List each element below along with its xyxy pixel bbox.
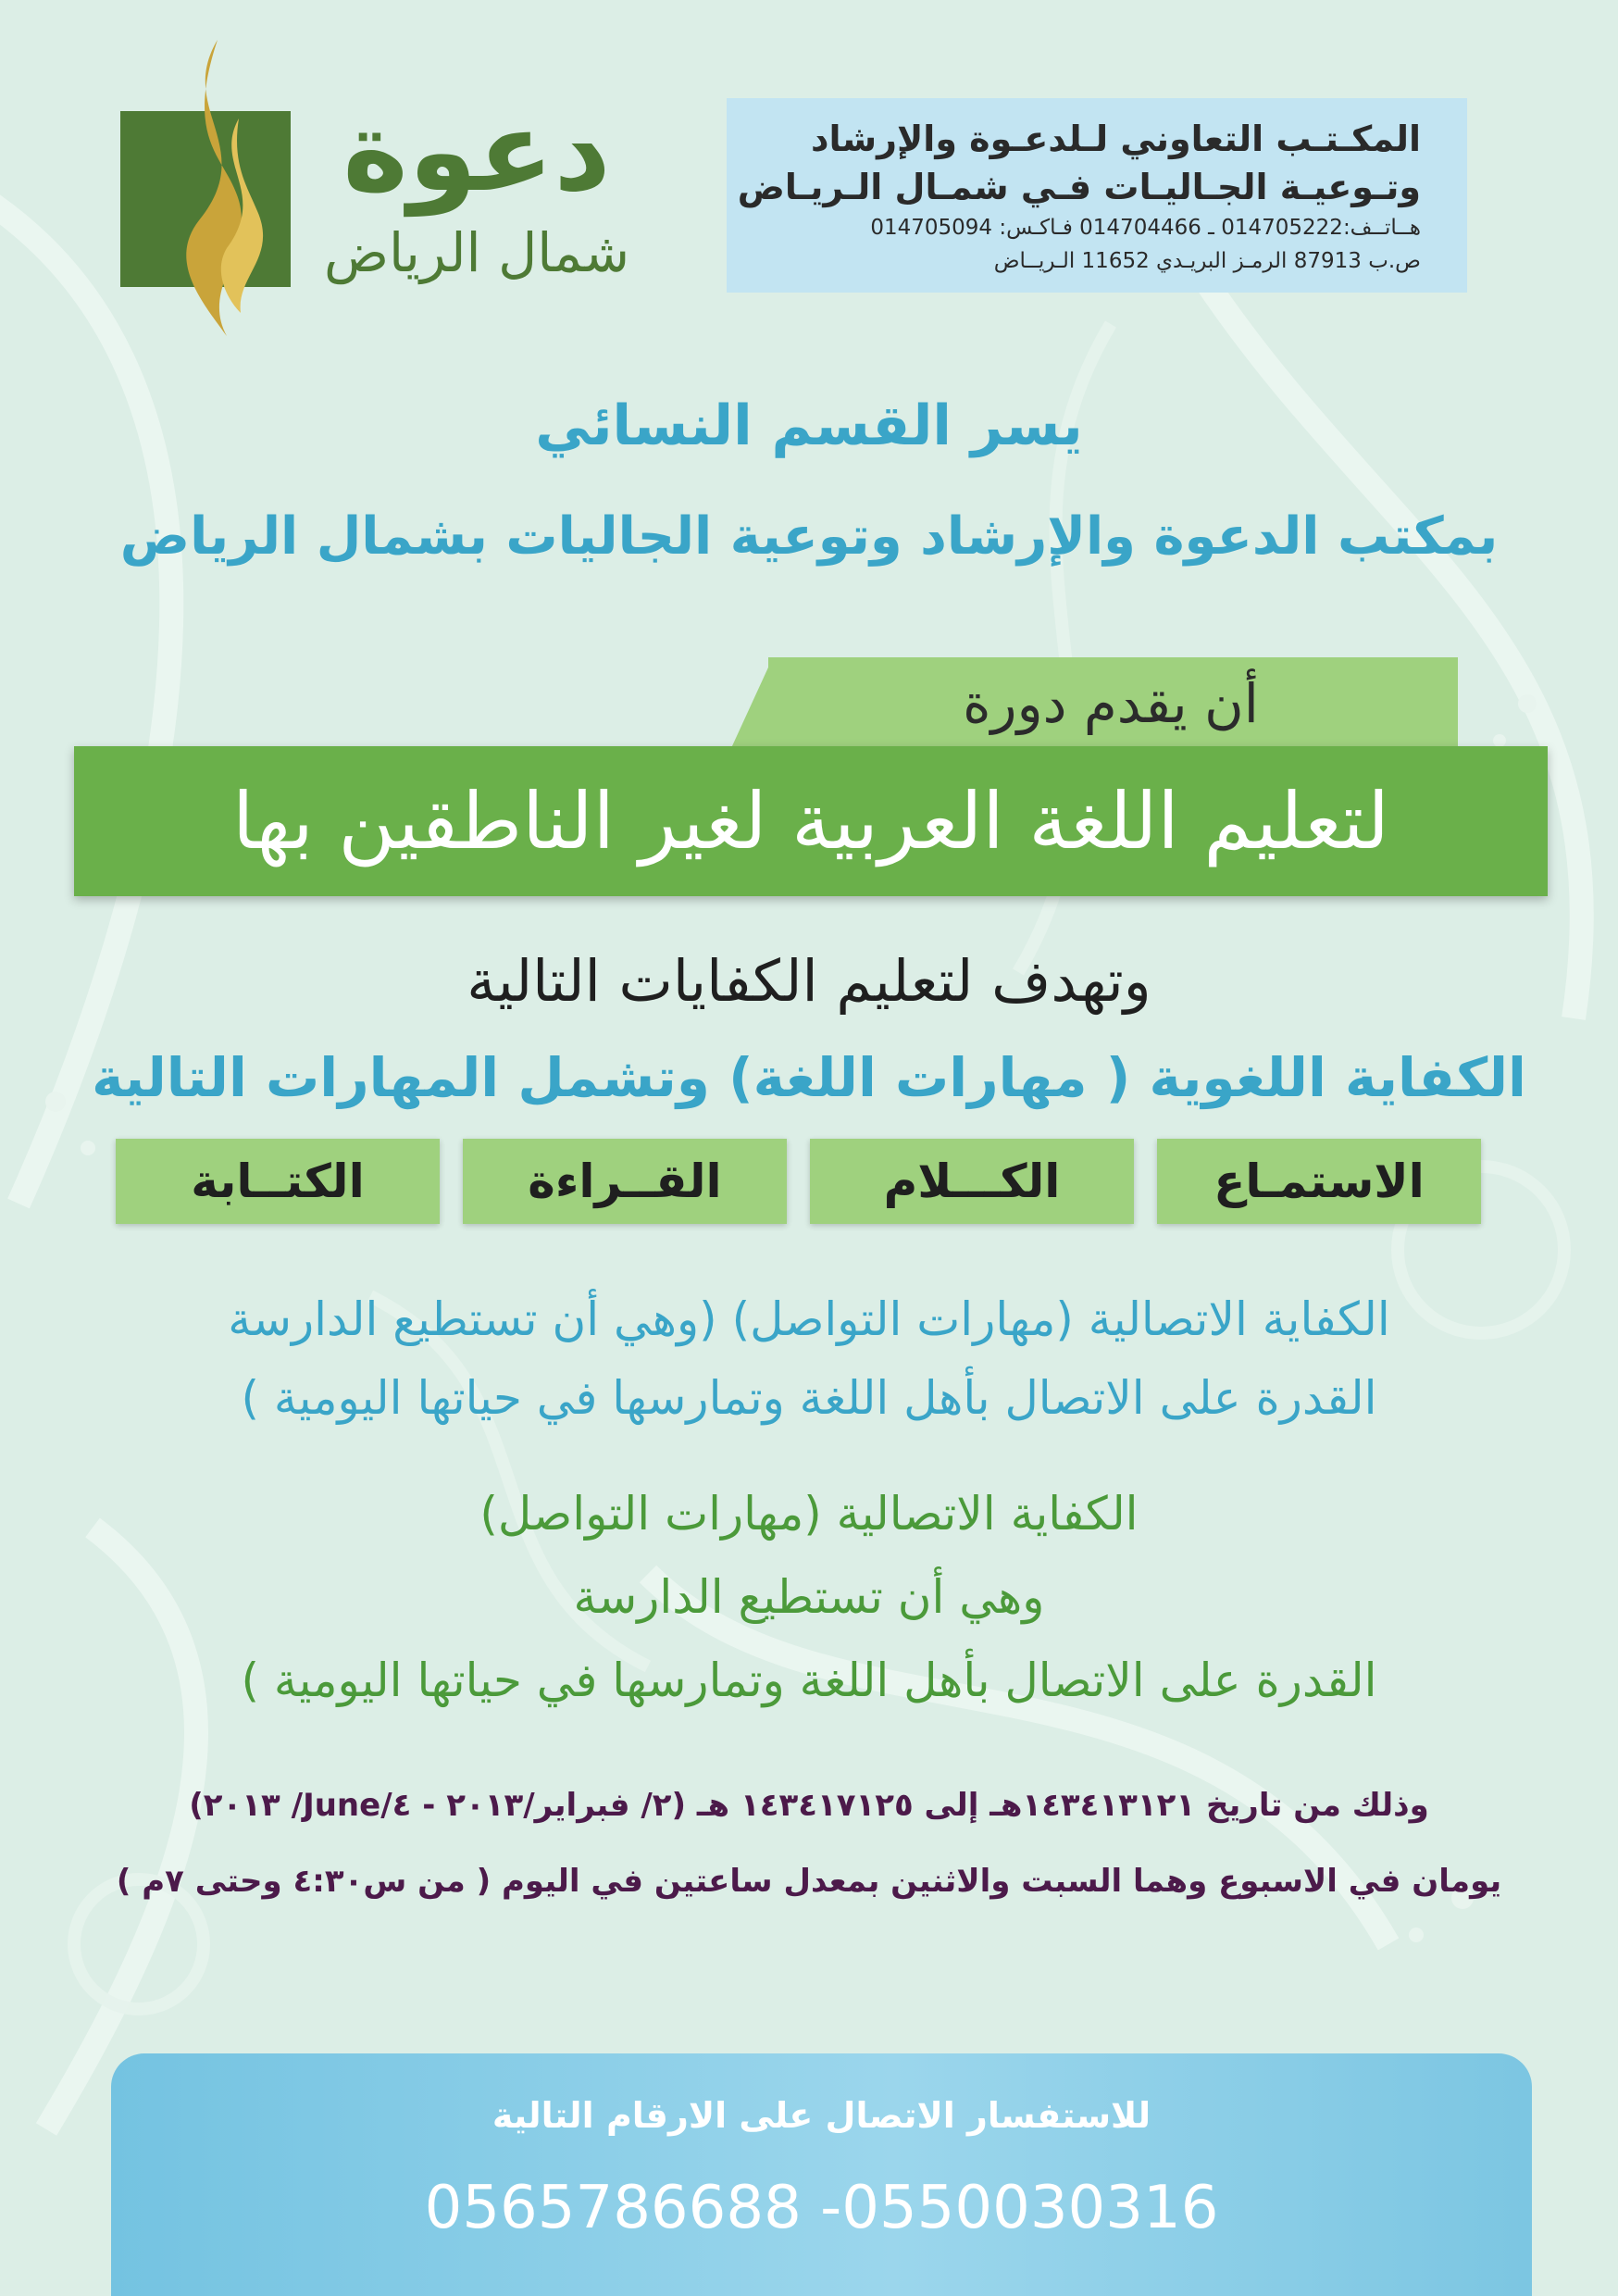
pre-label-text: أن يقدم دورة bbox=[963, 672, 1259, 735]
logo-title: دعوة bbox=[342, 88, 611, 217]
skill-writing: الكتــابة bbox=[116, 1139, 440, 1224]
logo-subtitle: شمال الرياض bbox=[323, 221, 630, 284]
intro-line2: بمكتب الدعوة والإرشاد وتوعية الجاليات بشمال الرياض bbox=[119, 506, 1499, 567]
linguistic-competence: الكفاية اللغوية ( مهارات اللغة) وتشمل المهارات التالية bbox=[92, 1046, 1526, 1109]
office-info-box bbox=[727, 98, 1467, 293]
course-title: لتعليم اللغة العربية لغير الناطقين بها bbox=[232, 776, 1389, 867]
office-name-line2: وتـوعيـة الجـاليـات فـي شمـال الـريـاض bbox=[737, 167, 1421, 207]
schedule-days: يومان في الاسبوع وهما السبت والاثنين بمعدل ساعتين في اليوم ( من س٤:٣٠ وحتى ٧م ) bbox=[116, 1863, 1502, 1900]
communicative-line1: الكفاية الاتصالية (مهارات التواصل) (وهي أن تستطيع الدارسة bbox=[228, 1292, 1390, 1346]
goals-heading: وتهدف لتعليم الكفايات التالية bbox=[467, 947, 1151, 1015]
intro-line1: يسر القسم النسائي bbox=[535, 393, 1083, 458]
skill-speaking: الكـــلام bbox=[810, 1139, 1134, 1224]
communicative-line2: القدرة على الاتصال بأهل اللغة وتمارسها في حياتها اليومية ) bbox=[241, 1371, 1377, 1425]
repeat-line1: الكفاية الاتصالية (مهارات التواصل) bbox=[479, 1487, 1139, 1541]
skill-listening: الاستمـاع bbox=[1157, 1139, 1481, 1224]
pre-label-bar-tip bbox=[731, 657, 773, 748]
contact-label: للاستفسار الاتصال على الارقام التالية bbox=[492, 2095, 1151, 2136]
postal-address-line: ص.ب 87913 الرمـز البريـدي 11652 الـريــاض bbox=[993, 249, 1421, 273]
phone-fax-line: هــاتــف:014705222 ـ 014704466 فـاكـس: 014705094 bbox=[870, 216, 1421, 240]
repeat-line3: القدرة على الاتصال بأهل اللغة وتمارسها في حياتها اليومية ) bbox=[241, 1653, 1377, 1707]
office-name-line1: المكـتـب التعاوني لـلدعـوة والإرشاد bbox=[810, 119, 1421, 159]
repeat-line2: وهي أن تستطيع الدارسة bbox=[573, 1570, 1045, 1624]
logo-flame-icon bbox=[148, 35, 287, 341]
schedule-dates: وذلك من تاريخ ١٤٣٤١٣١٢١هـ إلى ١٤٣٤١٧١٢٥ هـ (٢/ فبراير/٢٠١٣ - ٤/June/ ٢٠١٣) bbox=[189, 1787, 1429, 1824]
contact-numbers: 0565786688 -0550030316 bbox=[424, 2174, 1219, 2242]
skill-reading: القــراءة bbox=[463, 1139, 787, 1224]
